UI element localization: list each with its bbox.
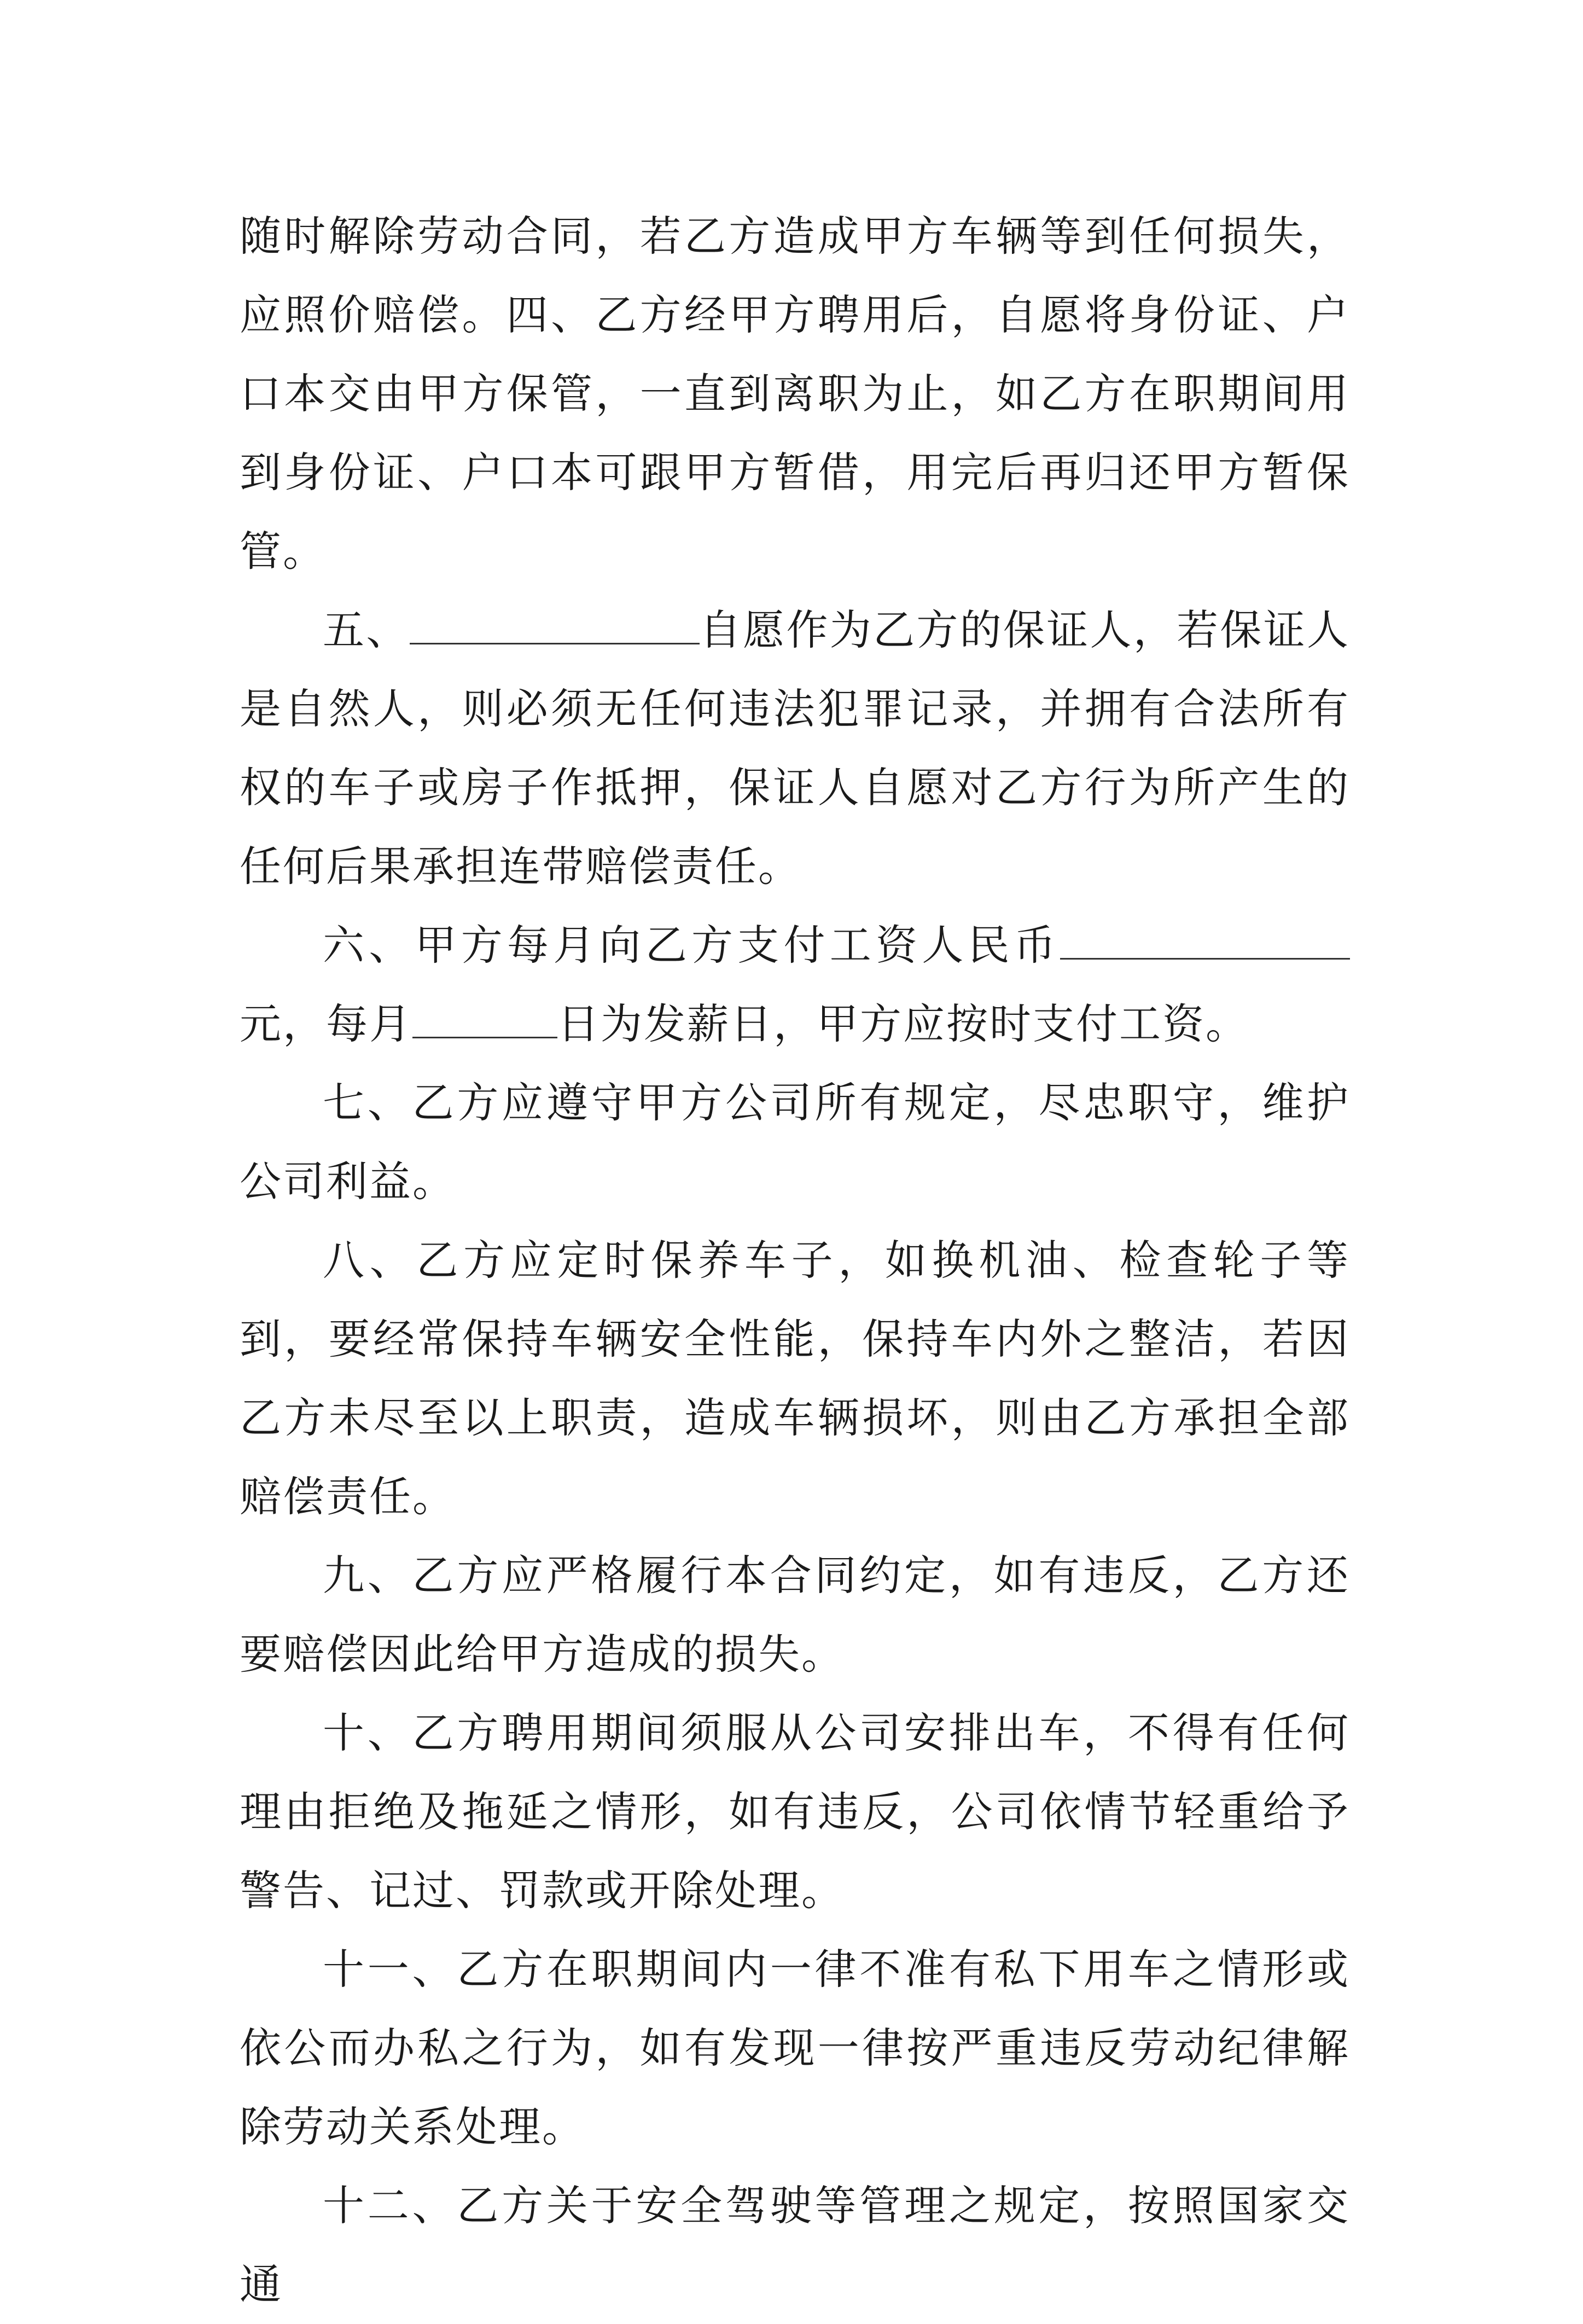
clause-5-number: 五、 [323,606,410,654]
paragraph-clause-8: 八、乙方应定时保养车子，如换机油、检查轮子等到，要经常保持车辆安全性能，保持车内外之整洁，若因乙方未尽至以上职责，造成车辆损坏，则由乙方承担全部赔偿责任。 [240,1236,1350,1521]
salary-amount-blank [1060,916,1350,960]
paragraph-clause-7: 七、乙方应遵守甲方公司所有规定，尽忠职守，维护公司利益。 [240,1078,1350,1206]
paragraph-clause-5 [240,591,1350,906]
clause-6-text-mid: 元，每月 [240,1000,412,1048]
paragraph-clause-10: 十、乙方聘用期间须服从公司安排出车，不得有任何理由拒绝及拖延之情形，如有违反，公司依情节轻重给予警告、记过、罚款或开除处理。 [240,1709,1350,1915]
paragraph-clause-9: 九、乙方应严格履行本合同约定，如有违反，乙方还要赔偿因此给甲方造成的损失。 [240,1551,1350,1678]
clause-5-text: 自愿作为乙方的保证人，若保证人是自然人，则必须无任何违法犯罪记录，并拥有合法所有权的车子或房子作抵押，保证人自愿对乙方行为所产生的任何后果承担连带赔偿责任。 [240,606,1351,891]
paragraph-continuation-clause-4: 随时解除劳动合同，若乙方造成甲方车辆等到任何损失，应照价赔偿。四、乙方经甲方聘用后，自愿将身份证、户口本交由甲方保管，一直到离职为止，如乙方在职期间用到身份证、户口本可跟甲方暂借，用完后再归还甲方暂保管。 [240,212,1350,576]
clause-6-text-end: 日为发薪日，甲方应按时支付工资。 [557,1000,1249,1048]
payday-blank [412,995,557,1038]
guarantor-name-blank [410,601,700,644]
paragraph-clause-11: 十一、乙方在职期间内一律不准有私下用车之情形或依公而办私之行为，如有发现一律按严重违反劳动纪律解除劳动关系处理。 [240,1945,1350,2151]
clause-6-text-start: 六、甲方每月向乙方支付工资人民币 [323,921,1060,969]
paragraph-clause-12: 十二、乙方关于安全驾驶等管理之规定，按照国家交通 [240,2181,1350,2309]
document-body [240,197,1350,2324]
paragraph-clause-6 [240,906,1350,1064]
